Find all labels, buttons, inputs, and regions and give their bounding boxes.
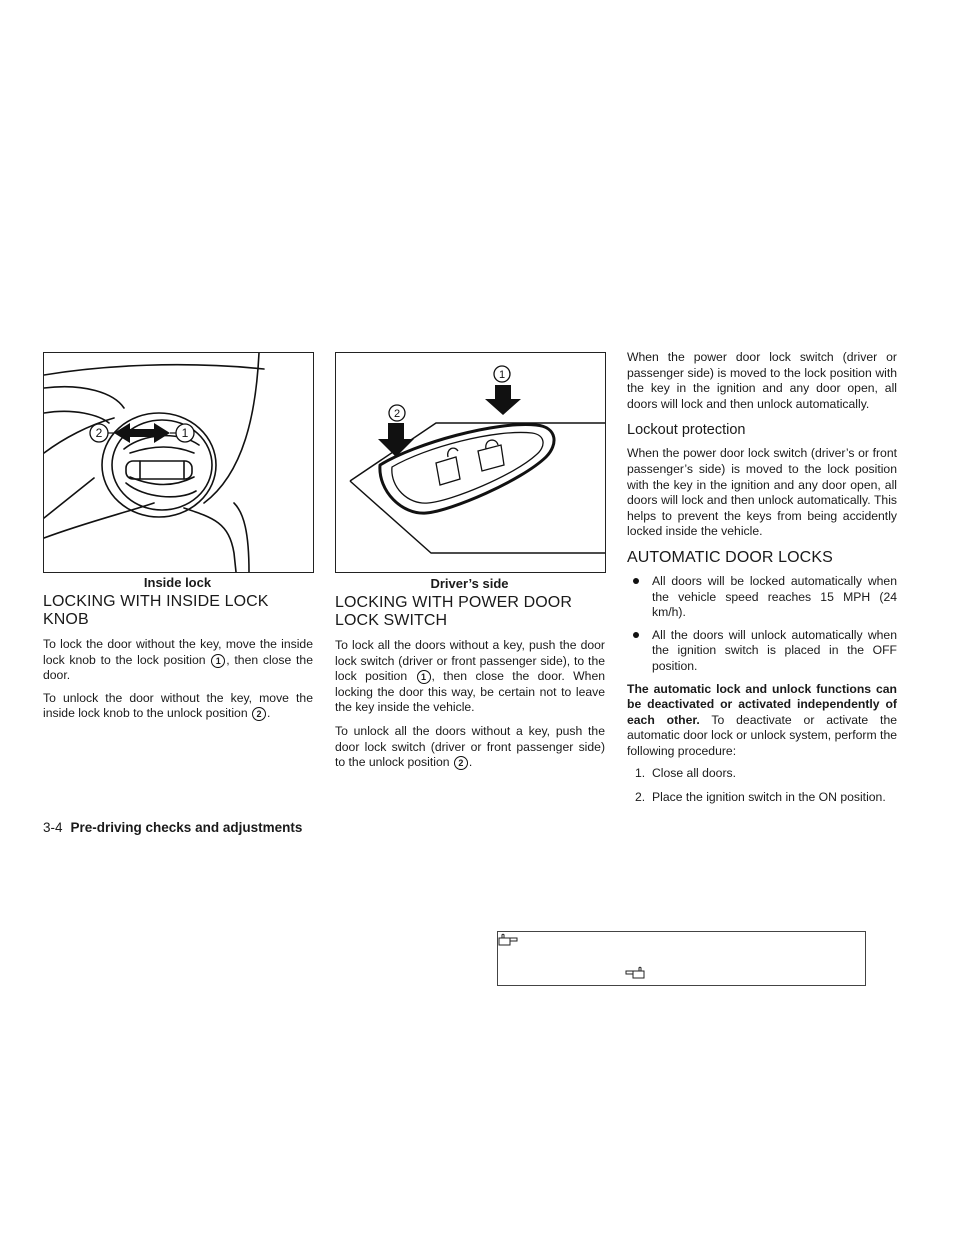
text-run: To unlock all the doors without a key, push the door lock switch (driver or front passenger side) to the unlock position xyxy=(335,723,605,770)
heading-line-1: LOCKING WITH POWER DOOR xyxy=(335,594,572,611)
pointing-hand-icon[interactable] xyxy=(625,966,645,980)
bullet-icon xyxy=(633,578,639,584)
step-number: 2. xyxy=(635,790,646,805)
text-run: . xyxy=(267,706,271,721)
power-door-lock-heading xyxy=(335,594,605,630)
power-lock-paragraph-2 xyxy=(335,724,605,771)
lockout-protection-heading: Lockout protection xyxy=(627,422,746,439)
text-run: To lock the door without the key, move the inside lock knob to the lock position xyxy=(43,637,313,667)
list-item xyxy=(627,790,897,806)
list-item xyxy=(627,574,897,621)
automatic-door-locks-heading: AUTOMATIC DOOR LOCKS xyxy=(627,548,833,566)
position-1-icon: 1 xyxy=(211,654,225,668)
procedure-steps xyxy=(627,766,897,805)
inside-lock-figure xyxy=(43,352,314,573)
power-door-lock-section xyxy=(335,594,605,771)
drivers-side-figure xyxy=(335,352,606,573)
step-text: Close all doors. xyxy=(652,766,736,781)
pointing-hand-icon[interactable] xyxy=(498,933,518,947)
navigation-box xyxy=(497,931,866,986)
inside-lock-section xyxy=(43,593,313,722)
position-1-icon: 1 xyxy=(417,670,431,684)
page-footer xyxy=(43,820,302,835)
text-run: To deactivate or activate the automatic door lock or unlock system, perform the following procedure: xyxy=(627,712,897,758)
position-2-icon: 2 xyxy=(252,707,266,721)
heading-line-1: LOCKING WITH INSIDE LOCK xyxy=(43,593,269,610)
bullet-text: All the doors will unlock automatically when the ignition switch is placed in the OFF position. xyxy=(652,627,897,673)
callout-2: 2 xyxy=(95,426,103,440)
position-2-icon: 2 xyxy=(454,756,468,770)
lockout-protection-text: When the power door lock switch (driver’s or front passenger’s side) is moved to the lock position with the key in the ignition and any door open, all doors will lock and then unlock automatically. This helps to prevent the keys from being accidently locked inside the vehicle. xyxy=(627,446,897,539)
inside-lock-paragraph-1 xyxy=(43,637,313,684)
text-run: . xyxy=(468,755,473,770)
section-title: Pre-driving checks and adjustments xyxy=(70,820,303,835)
inside-lock-paragraph-2 xyxy=(43,691,313,722)
right-column xyxy=(627,350,897,806)
deactivate-paragraph xyxy=(627,682,897,760)
callout-1: 1 xyxy=(181,426,189,440)
inside-lock-heading xyxy=(43,593,313,629)
power-lock-paragraph-1 xyxy=(335,638,605,716)
list-item xyxy=(627,628,897,675)
step-text: Place the ignition switch in the ON position. xyxy=(652,790,886,805)
heading-line-2: LOCK SWITCH xyxy=(335,612,448,629)
drivers-side-caption: Driver’s side xyxy=(430,576,509,591)
heading-line-2: KNOB xyxy=(43,611,89,628)
text-run: , then close the door. When locking the door this way, be certain not to leave the key inside the vehicle. xyxy=(335,669,606,715)
power-door-lock-switch-illustration xyxy=(336,353,605,572)
page-number: 3-4 xyxy=(43,820,63,835)
callout-1: 1 xyxy=(498,369,506,381)
automatic-lock-bullets xyxy=(627,574,897,675)
text-run: To unlock the door without the key, move the inside lock knob to the unlock position xyxy=(43,690,313,721)
auto-lock-intro: When the power door lock switch (driver or passenger side) is moved to the lock position with the key in the ignition and any door open, all doors will lock and then unlock automatically. xyxy=(627,350,897,411)
text-run: , then close the door. xyxy=(43,652,313,683)
bold-note: The automatic lock and unlock functions can be deactivated or activated independently of each other. xyxy=(627,681,897,727)
callout-2: 2 xyxy=(393,408,401,420)
bullet-icon xyxy=(633,632,639,638)
text-run: To lock all the doors without a key, push the door lock switch (driver or front passenger side), to the lock position xyxy=(335,638,605,684)
inside-lock-illustration xyxy=(44,353,313,572)
list-item xyxy=(627,766,897,782)
step-number: 1. xyxy=(635,766,646,781)
bullet-text: All doors will be locked automatically when the vehicle speed reaches 15 MPH (24 km/h). xyxy=(652,573,897,620)
inside-lock-caption: Inside lock xyxy=(143,575,212,590)
